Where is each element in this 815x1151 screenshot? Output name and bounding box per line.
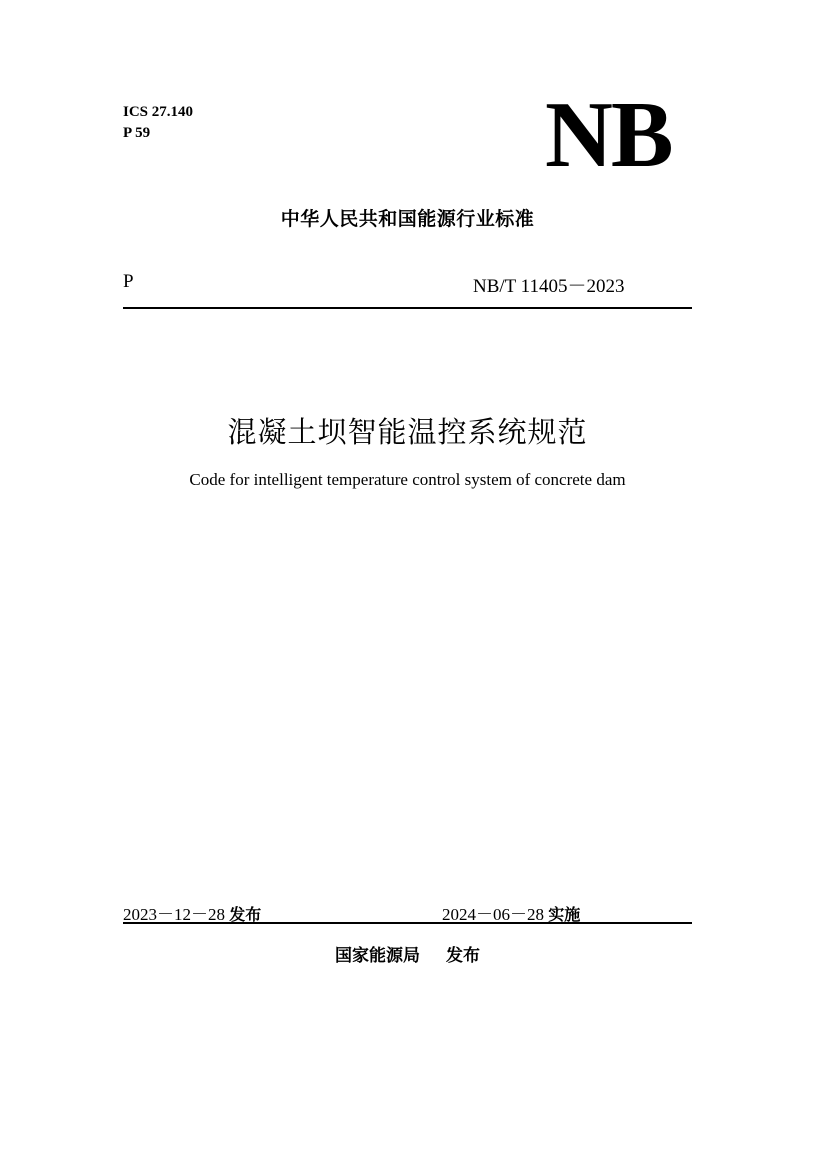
classification-code: P <box>123 271 134 292</box>
ics-block <box>123 102 193 144</box>
title-english: Code for intelligent temperature control system of concrete dam <box>189 470 626 489</box>
header-divider <box>123 307 692 309</box>
footer-divider <box>123 922 692 924</box>
nb-logo: NB <box>545 83 672 187</box>
publisher-action: 发布 <box>446 946 480 966</box>
implement-date: 2024－06－28 <box>442 905 544 924</box>
issue-label: 发布 <box>229 905 262 924</box>
standard-number: NB/T 11405－2023 <box>473 276 625 297</box>
publisher-line <box>0 941 815 966</box>
title-chinese: 混凝土坝智能温控系统规范 <box>227 415 588 449</box>
implement-label: 实施 <box>548 905 581 924</box>
ccs-code: P 59 <box>123 125 151 141</box>
issue-date: 2023－12－28 <box>123 905 225 924</box>
publisher-name: 国家能源局 <box>335 946 420 966</box>
standard-authority: 中华人民共和国能源行业标准 <box>280 208 535 230</box>
ics-code: ICS 27.140 <box>123 104 194 120</box>
